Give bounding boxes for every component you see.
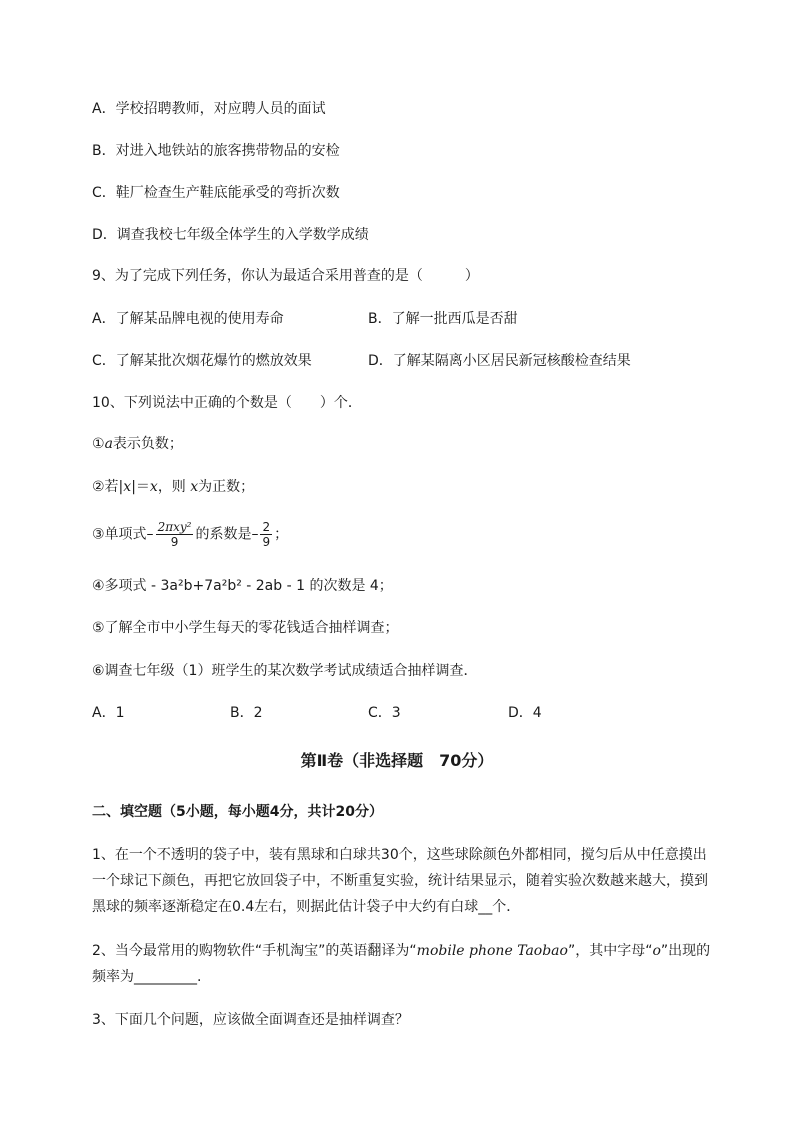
q10-statement-1 (92, 434, 183, 454)
q9-option-d: D．了解某隔离小区居民新冠核酸检查结果 (368, 353, 631, 369)
fill2-post: ”出现的频率为_________. (92, 943, 711, 985)
q8-option-b: B．对进入地铁站的旅客携带物品的安检 (92, 143, 340, 159)
s1-text: 表示负数； (112, 436, 183, 452)
s1-var: a (104, 436, 113, 452)
s3-numerator: 2πxy² (157, 520, 192, 534)
s2-var3: x (190, 479, 199, 495)
q10-statement-5: ⑤了解全市中小学生每天的零花钱适合抽样调查； (92, 620, 399, 636)
s3-fraction-2 (260, 520, 272, 549)
q8-option-d: D．调查我校七年级全体学生的入学数学成绩 (92, 227, 369, 243)
q9-stem: 9、为了完成下列任务，你认为最适合采用普查的是（ ） (92, 268, 479, 284)
q10-option-a: A．1 (92, 705, 125, 721)
s1-num: ① (92, 436, 105, 452)
q8-option-c: C．鞋厂检查生产鞋底能承受的弯折次数 (92, 185, 340, 201)
section-title: 第Ⅱ卷（非选择题 70分） (300, 751, 494, 770)
fill-question-2 (92, 938, 712, 990)
fill-question-3: 3、下面几个问题，应该做全面调查还是抽样调查？ (92, 1012, 409, 1028)
fill-question-1: 1、在一个不透明的袋子中，装有黑球和白球共30个，这些球除颜色外都相同，搅匀后从中任意摸出一个球记下颜色，再把它放回袋子中，不断重复实验，统计结果显示，随着实验次数越来越大，摸到黑球的频率逐渐稳定在0.4左右，则据此估计袋子中大约有白球__个． (92, 847, 708, 915)
q10-stem: 10、下列说法中正确的个数是（ ）个． (92, 395, 362, 411)
q9-option-c: C．了解某批次烟花爆竹的燃放效果 (92, 353, 312, 369)
fill2-pre: 2、当今最常用的购物软件“手机淘宝”的英语翻译为“ (92, 943, 417, 959)
fill2-mid: ”，其中字母“ (567, 943, 653, 959)
s2-pre: ②若| (92, 479, 124, 495)
s3-denominator-2: 9 (262, 535, 271, 549)
part2-title: 二、填空题（5小题，每小题4分，共计20分） (92, 804, 383, 820)
q10-statement-4: ④多项式 - 3a²b+7a²b² - 2ab - 1 的次数是 4； (92, 578, 393, 594)
s2-post: 为正数； (198, 479, 255, 495)
s2-mid2: ，则 (157, 479, 191, 495)
s2-var2: x (149, 479, 158, 495)
q9-option-a: A．了解某品牌电视的使用寿命 (92, 311, 284, 327)
s3-mid: 的系数是– (195, 526, 259, 543)
q10-statement-6: ⑥调查七年级（1）班学生的某次数学考试成绩适合抽样调查． (92, 663, 478, 679)
q10-statement-2 (92, 477, 254, 497)
s3-numerator-2: 2 (262, 520, 271, 534)
fill2-letter: o (652, 943, 661, 959)
s3-denominator: 9 (170, 535, 179, 549)
q10-option-b: B．2 (230, 705, 263, 721)
q10-option-c: C．3 (368, 705, 401, 721)
q10-option-d: D．4 (508, 705, 542, 721)
s2-mid: |＝ (131, 479, 150, 495)
s3-fraction (156, 520, 194, 549)
s3-pre: ③单项式– (92, 526, 154, 543)
q9-option-b: B．了解一批西瓜是否甜 (368, 311, 518, 327)
q10-statement-3 (92, 520, 288, 549)
fill2-english: mobile phone Taobao (416, 943, 568, 959)
q8-option-a: A．学校招聘教师，对应聘人员的面试 (92, 101, 326, 117)
s2-var1: x (123, 479, 132, 495)
s3-post: ； (274, 526, 289, 543)
